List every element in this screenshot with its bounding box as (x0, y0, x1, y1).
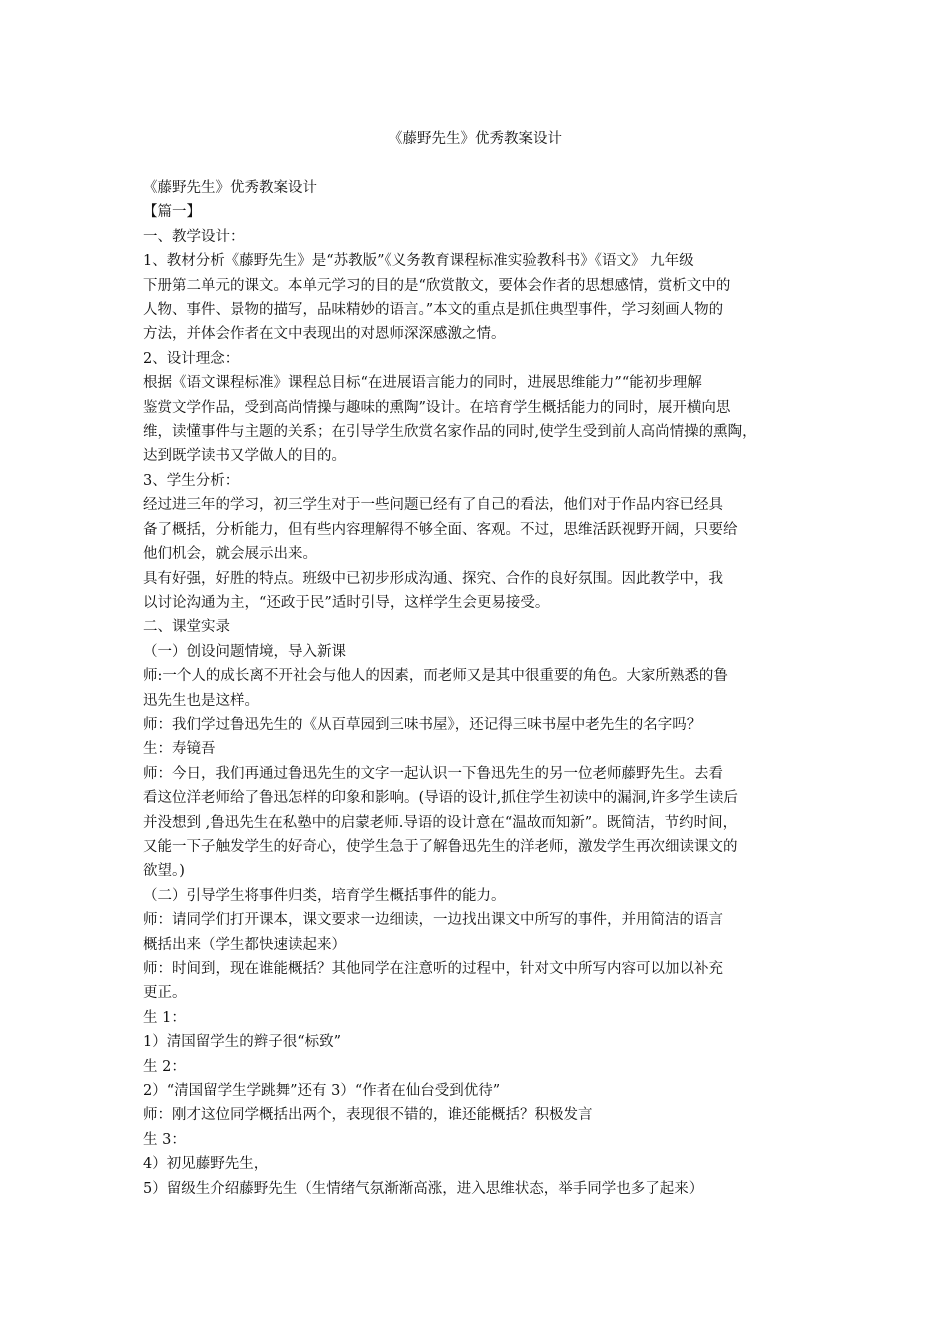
text-line: 并没想到 ,鲁迅先生在私塾中的启蒙老师.导语的设计意在“温故而知新”。既简洁，节约时间， (143, 814, 738, 831)
text-line: 《藤野先生》优秀教案设计 (143, 180, 317, 196)
text-line: 2）“清国留学生学跳舞”还有 3）“作者在仙台受到优待” (143, 1083, 501, 1100)
text-line: 一、教学设计： (143, 228, 245, 245)
text-line: 维，读懂事件与主题的关系；在引导学生欣赏名家作品的同时,使学生受到前人高尚情操的熏陶， (143, 424, 757, 441)
text-line: 经过进三年的学习，初三学生对于一些问题已经有了自己的看法，他们对于作品内容已经具 (143, 497, 723, 514)
text-line: 3、学生分析： (143, 472, 240, 489)
text-line: 达到既学读书又学做人的目的。 (143, 448, 346, 465)
text-line: 方法，并体会作者在文中表现出的对恩师深深感激之情。 (143, 326, 506, 343)
text-line: 下册第二单元的课文。本单元学习的目的是“欣赏散文，要体会作者的思想感情，赏析文中的 (143, 277, 731, 294)
text-line: 2、设计理念： (143, 350, 240, 367)
text-line: 5）留级生介绍藤野先生（生情绪气氛渐渐高涨，进入思维状态，举手同学也多了起来） (143, 1180, 704, 1197)
text-line: 4）初见藤野先生， (143, 1156, 269, 1173)
text-line: 欲望。) (143, 863, 185, 880)
text-line: 师：我们学过鲁迅先生的《从百草园到三味书屋》，还记得三味书屋中老先生的名字吗？ (143, 716, 702, 733)
text-line: 1）清国留学生的辫子很“标致” (143, 1034, 342, 1051)
text-line: 更正。 (143, 985, 187, 1002)
text-line: 概括出来（学生都快速读起来） (143, 936, 346, 953)
text-line: 生：寿镜吾 (143, 741, 216, 758)
text-line: 【篇一】 (143, 204, 201, 221)
text-line: 又能一下子触发学生的好奇心，使学生急于了解鲁迅先生的洋老师，激发学生再次细读课文的 (143, 838, 738, 855)
text-line: 生 1： (143, 1009, 186, 1026)
text-line: 师：刚才这位同学概括出两个，表现很不错的，谁还能概括？积极发言 (143, 1107, 593, 1124)
text-line: 迅先生也是这样。 (143, 692, 259, 709)
text-line: 师：请同学们打开课本，课文要求一边细读，一边找出课文中所写的事件，并用简洁的语言 (143, 912, 723, 929)
text-line: 1、教材分析《藤野先生》是“苏教版”《义务教育课程标准实验教科书》《语文》 九年级 (143, 253, 694, 270)
text-line: 以讨论沟通为主，“还政于民”适时引导，这样学生会更易接受。 (143, 594, 550, 611)
text-line: 备了概括，分析能力，但有些内容理解得不够全面、客观。不过，思维活跃视野开阔，只要给 (143, 521, 738, 538)
text-line: 生 3： (143, 1131, 186, 1148)
text-line: 根据《语文课程标准》课程总目标“在进展语言能力的同时，进展思维能力”“能初步理解 (143, 375, 702, 392)
text-line: 师:一个人的成长离不开社会与他人的因素，而老师又是其中很重要的角色。大家所熟悉的鲁 (143, 668, 728, 685)
text-line: 他们机会，就会展示出来。 (143, 546, 317, 563)
text-line: （二）引导学生将事件归类，培育学生概括事件的能力。 (143, 887, 506, 904)
text-line: 二、课堂实录 (143, 619, 230, 636)
text-line: 鉴赏文学作品，受到高尚情操与趣味的熏陶”设计。在培育学生概括能力的同时，展开横向思 (143, 399, 731, 416)
text-line: （一）创设问题情境，导入新课 (143, 643, 346, 660)
document-body (143, 176, 815, 1201)
text-line: 人物、事件、景物的描写，品味精妙的语言。”本文的重点是抓住典型事件，学习刻画人物的 (143, 302, 724, 319)
text-line: 生 2： (143, 1058, 186, 1075)
text-line: 师：时间到，现在谁能概括？其他同学在注意听的过程中，针对文中所写内容可以加以补充 (143, 961, 723, 977)
text-line: 师：今日，我们再通过鲁迅先生的文字一起认识一下鲁迅先生的另一位老师藤野先生。去看 (143, 765, 723, 782)
text-line: 看这位洋老师给了鲁迅怎样的印象和影响。(导语的设计,抓住学生初读中的漏洞,许多学生读后 (143, 790, 738, 807)
text-line: 具有好强，好胜的特点。班级中已初步形成沟通、探究、合作的良好氛围。因此教学中，我 (143, 570, 723, 587)
page-title: 《藤野先生》优秀教案设计 (388, 131, 562, 147)
